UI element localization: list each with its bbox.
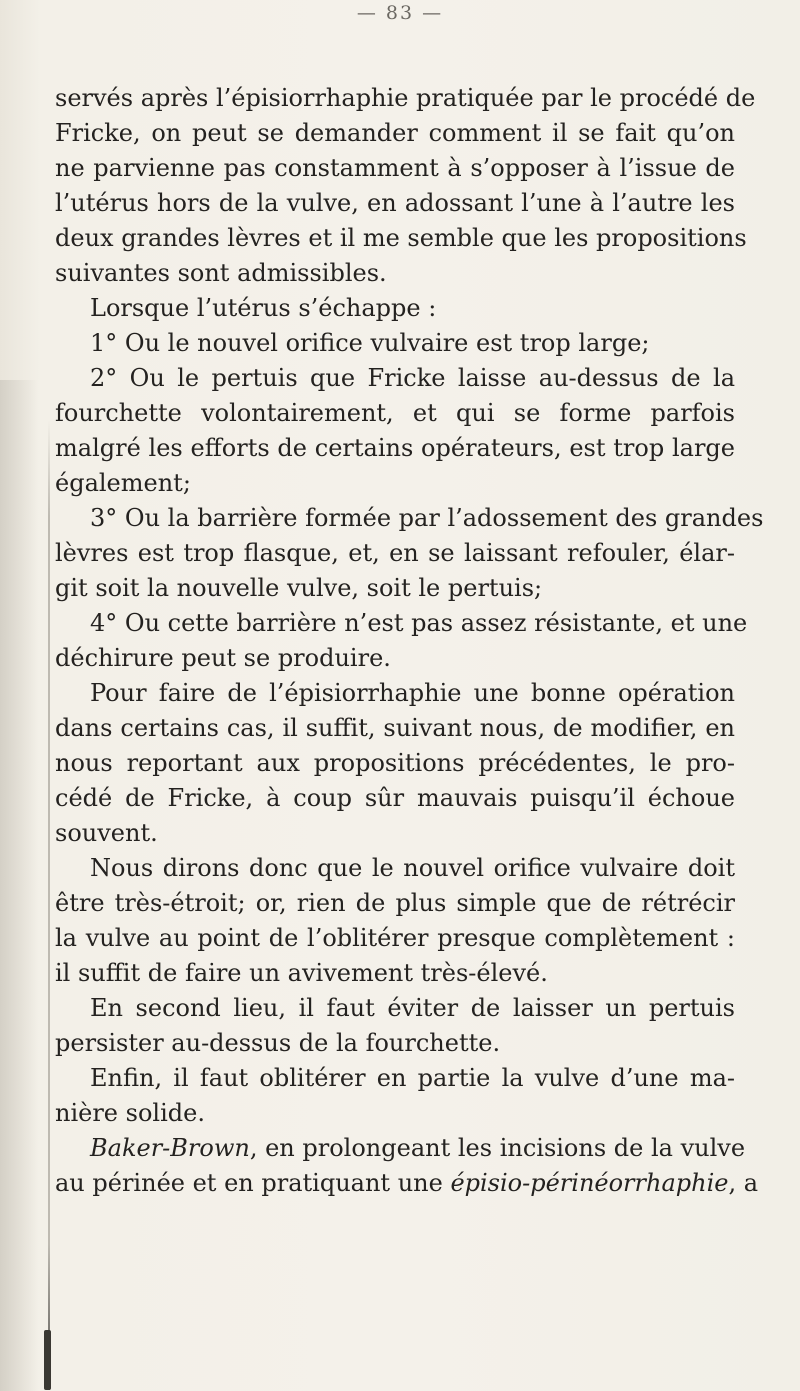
text-line: ne parvienne pas constamment à s’opposer à l’issue de bbox=[55, 154, 735, 182]
text-line: Enfin, il faut oblitérer en partie la vulve d’une ma- bbox=[90, 1064, 735, 1092]
text-line bbox=[55, 1168, 759, 1198]
text-line: malgré les efforts de certains opérateurs, est trop large bbox=[55, 434, 735, 462]
procedure-term: épisio-périnéorrhaphie bbox=[450, 1169, 729, 1197]
text-line: l’utérus hors de la vulve, en adossant l’une à l’autre les bbox=[55, 189, 735, 217]
text-span: , en prolongeant les incisions de la vulve bbox=[249, 1134, 746, 1162]
text-line: Pour faire de l’épisiorrhaphie une bonne opération bbox=[90, 679, 735, 707]
text-line: nous reportant aux propositions précédentes, le pro- bbox=[55, 749, 735, 777]
text-line: déchirure peut se produire. bbox=[55, 644, 391, 672]
text-line bbox=[55, 1133, 746, 1163]
author-name: Baker-Brown bbox=[90, 1134, 250, 1162]
text-line: fourchette volontairement, et qui se forme parfois bbox=[55, 399, 735, 427]
page-edge-shadow bbox=[0, 380, 38, 1391]
text-line: 4° Ou cette barrière n’est pas assez résistante, et une bbox=[90, 609, 748, 637]
text-line: Fricke, on peut se demander comment il se fait qu’on bbox=[55, 119, 735, 147]
page-edge-mark bbox=[44, 1330, 51, 1390]
text-line: cédé de Fricke, à coup sûr mauvais puisqu’il échoue bbox=[55, 784, 735, 812]
text-line: être très-étroit; or, rien de plus simple que de rétrécir bbox=[55, 889, 735, 917]
text-line: Lorsque l’utérus s’échappe : bbox=[90, 294, 437, 322]
text-line: 1° Ou le nouvel orifice vulvaire est trop large; bbox=[90, 329, 650, 357]
text-line: dans certains cas, il suffit, suivant nous, de modifier, en bbox=[55, 714, 735, 742]
text-line: En second lieu, il faut éviter de laisser un pertuis bbox=[90, 994, 735, 1022]
text-line: deux grandes lèvres et il me semble que les propositions bbox=[55, 224, 747, 252]
text-line: persister au-dessus de la fourchette. bbox=[55, 1029, 501, 1057]
text-line: 2° Ou le pertuis que Fricke laisse au-dessus de la bbox=[90, 364, 735, 392]
text-line: nière solide. bbox=[55, 1099, 205, 1127]
text-line: la vulve au point de l’oblitérer presque complètement : bbox=[55, 924, 735, 952]
page-gutter-line bbox=[48, 420, 50, 1390]
text-line: également; bbox=[55, 469, 191, 497]
text-line: il suffit de faire un avivement très-élevé. bbox=[55, 959, 548, 987]
text-line: suivantes sont admissibles. bbox=[55, 259, 387, 287]
text-line: 3° Ou la barrière formée par l’adossement des grandes bbox=[90, 504, 764, 532]
page-number: — 83 — bbox=[356, 2, 444, 24]
text-line: souvent. bbox=[55, 819, 158, 847]
text-line: lèvres est trop flasque, et, en se laissant refouler, élar- bbox=[55, 539, 735, 567]
text-line: Nous dirons donc que le nouvel orifice vulvaire doit bbox=[90, 854, 735, 882]
text-line: git soit la nouvelle vulve, soit le pertuis; bbox=[55, 574, 543, 602]
text-span: , a bbox=[728, 1169, 759, 1197]
text-line: servés après l’épisiorrhaphie pratiquée par le procédé de bbox=[55, 84, 756, 112]
text-span: au périnée et en pratiquant une bbox=[55, 1169, 451, 1197]
